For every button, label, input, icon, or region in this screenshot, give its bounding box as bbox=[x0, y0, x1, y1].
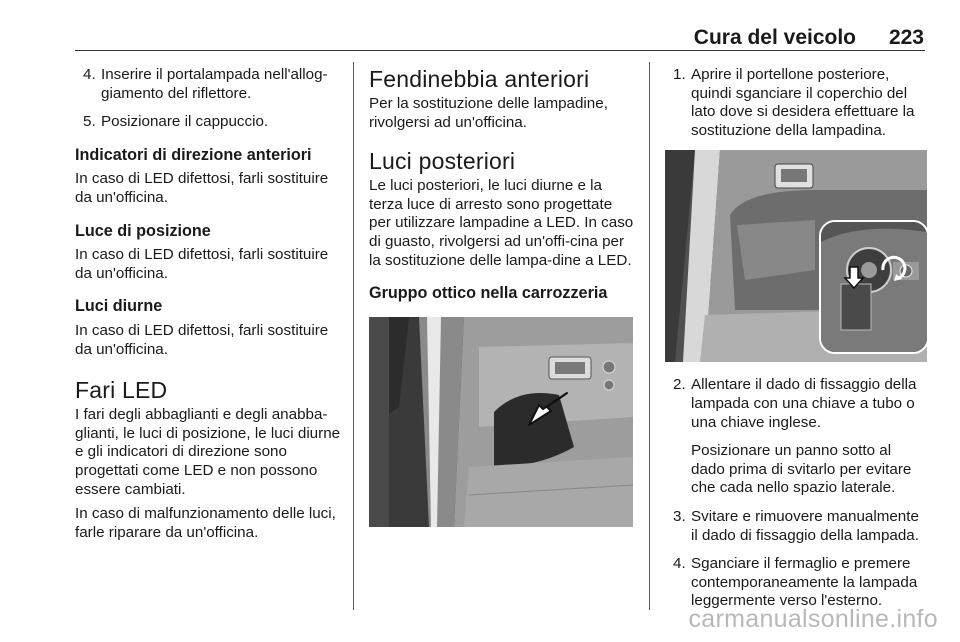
column-divider-2 bbox=[649, 62, 650, 610]
paragraph: In caso di malfunzionamento delle luci, farle riparare da un'officina. bbox=[75, 505, 336, 541]
inset-detail bbox=[819, 220, 927, 354]
paragraph: Per la sostituzione delle lampadine, rivolgersi ad un'officina. bbox=[369, 95, 608, 131]
paragraph: In caso di LED difettosi, farli sostituire da un'officina. bbox=[75, 321, 329, 358]
heading-luce-posizione: Luce di posizione bbox=[75, 221, 211, 240]
section-title: Cura del veicolo bbox=[693, 26, 856, 49]
list-item bbox=[75, 66, 345, 103]
trunk-cover-figure bbox=[369, 317, 633, 527]
list-text: Posizionare il cappuccio. bbox=[101, 113, 269, 131]
heading-luci-diurne: Luci diurne bbox=[75, 297, 163, 316]
column-2 bbox=[369, 66, 634, 527]
arrow-icon bbox=[843, 266, 865, 290]
paragraph: In caso di LED difettosi, farli sostituire da un'officina. bbox=[75, 246, 329, 282]
page-header bbox=[0, 24, 960, 48]
lamp-detail-figure bbox=[665, 150, 927, 362]
inset-illustration bbox=[821, 222, 927, 352]
arrow-icon bbox=[525, 389, 569, 429]
column-3 bbox=[665, 66, 927, 621]
list-item bbox=[75, 113, 345, 132]
column-1 bbox=[75, 66, 345, 552]
list-number: 4. bbox=[673, 555, 686, 573]
header-rule bbox=[75, 50, 925, 51]
rotate-arrow-icon bbox=[879, 252, 909, 282]
column-divider-1 bbox=[353, 62, 354, 610]
list-number: 5. bbox=[83, 113, 96, 131]
list-text: Sganciare il fermaglio e premere contemporaneamente la lampada leggermente verso l'esterno. bbox=[691, 555, 918, 610]
heading-luci-posteriori: Luci posteriori bbox=[369, 148, 516, 175]
list-number: 2. bbox=[673, 376, 686, 394]
page-number: 223 bbox=[888, 26, 924, 49]
trunk-illustration bbox=[369, 317, 633, 527]
list-subparagraph: Posizionare un panno sotto al dado prima di svitarlo per evitare che cada nello spazio laterale. bbox=[691, 442, 912, 497]
list-item bbox=[665, 376, 927, 432]
list-item bbox=[665, 508, 927, 545]
paragraph: Le luci posteriori, le luci diurne e la terza luce di arresto sono progettate per utilizzare lampadine a LED. In caso di guasto, rivolgersi ad un'offi-cina per la sostituzione delle lampa-dine a LED. bbox=[369, 177, 634, 269]
list-text: Svitare e rimuovere manualmente il dado di fissaggio della lampada. bbox=[691, 507, 919, 544]
paragraph: I fari degli abbaglianti e degli anabba-glianti, le luci di posizione, le luci diurne e gli indicatori di direzione sono progettati come LED e non possono essere cambiati. bbox=[75, 406, 341, 498]
heading-fendinebbia: Fendinebbia anteriori bbox=[369, 66, 590, 92]
heading-fari-led: Fari LED bbox=[75, 377, 168, 404]
list-text: Inserire il portalampada nell'allog-giamento del riflettore. bbox=[101, 66, 328, 102]
list-item bbox=[665, 555, 927, 611]
heading-indicatori: Indicatori di direzione anteriori bbox=[75, 145, 312, 164]
list-number: 4. bbox=[83, 66, 96, 83]
list-text: Aprire il portellone posteriore, quindi sganciare il coperchio del lato dove si desidera effettuare la sostituzione della lampadina. bbox=[691, 66, 915, 139]
list-number: 3. bbox=[673, 507, 686, 525]
heading-gruppo-ottico: Gruppo ottico nella carrozzeria bbox=[369, 284, 608, 303]
paragraph: In caso di LED difettosi, farli sostituire da un'officina. bbox=[75, 170, 329, 206]
list-item bbox=[665, 66, 927, 140]
list-number: 1. bbox=[673, 66, 686, 83]
list-text: Allentare il dado di fissaggio della lampada con una chiave a tubo o una chiave inglese. bbox=[691, 376, 917, 431]
watermark: carmanualsonline.info bbox=[688, 605, 938, 633]
